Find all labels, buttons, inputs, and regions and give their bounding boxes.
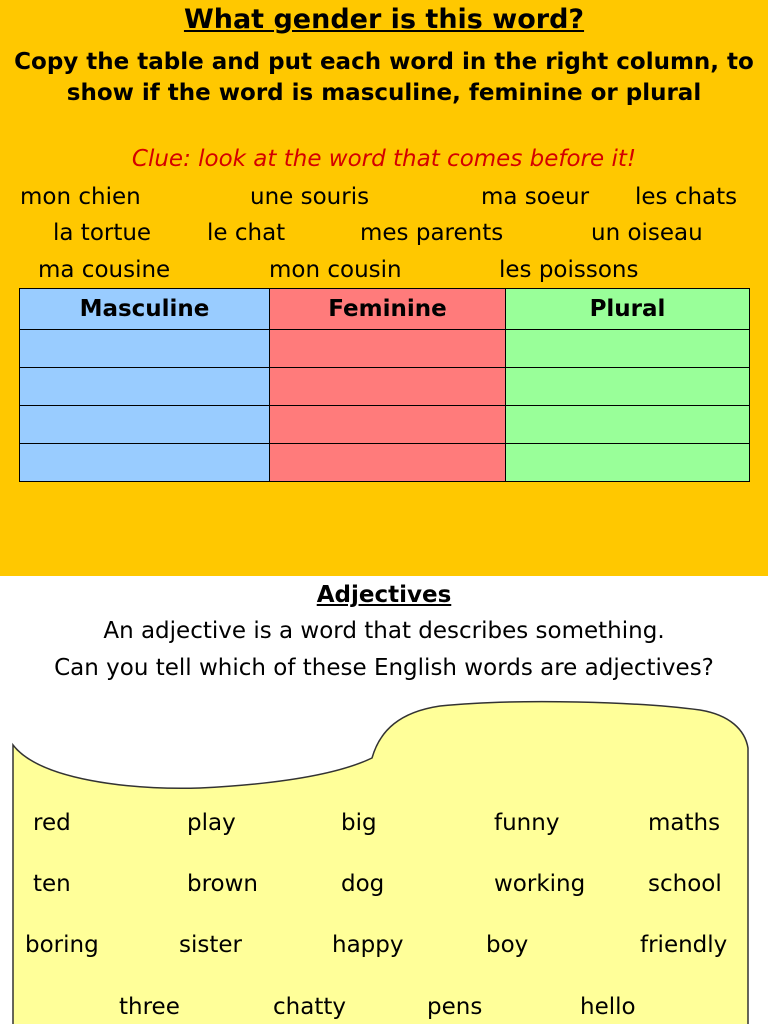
adjective-question: Can you tell which of these English words are adjectives? xyxy=(54,655,714,681)
adjective-word: ten xyxy=(33,871,71,897)
scroll-shape xyxy=(0,700,768,1024)
word-bank-item: ma cousine xyxy=(38,257,171,283)
word-bank-item: mon cousin xyxy=(269,257,402,283)
word-bank-item: une souris xyxy=(250,184,370,210)
masculine-cell xyxy=(20,368,270,406)
table-row xyxy=(20,406,750,444)
adjective-word: chatty xyxy=(273,994,346,1020)
feminine-cell xyxy=(270,444,506,482)
adjective-word: dog xyxy=(341,871,385,897)
header-masculine: Masculine xyxy=(20,289,270,330)
table-row xyxy=(20,368,750,406)
word-bank-item: le chat xyxy=(207,220,286,246)
plural-cell xyxy=(506,406,750,444)
word-bank-item: la tortue xyxy=(53,220,152,246)
adjective-word: red xyxy=(33,810,71,836)
adjective-word: three xyxy=(119,994,180,1020)
adjectives-title: Adjectives xyxy=(316,582,452,608)
clue-text: Clue: look at the word that comes before it! xyxy=(131,146,637,172)
page-title: What gender is this word? xyxy=(183,4,585,35)
table-header-row xyxy=(20,289,750,330)
adjective-word: sister xyxy=(179,932,242,958)
scroll-shape-fill xyxy=(13,702,748,1024)
masculine-cell xyxy=(20,330,270,368)
word-bank-item: ma soeur xyxy=(481,184,590,210)
adjective-definition: An adjective is a word that describes something. xyxy=(103,618,665,644)
masculine-cell xyxy=(20,406,270,444)
word-bank-item: les poissons xyxy=(499,257,639,283)
adjective-word: big xyxy=(341,810,377,836)
table-row xyxy=(20,444,750,482)
adjective-word: boring xyxy=(25,932,99,958)
table-row xyxy=(20,330,750,368)
word-bank-item: mon chien xyxy=(20,184,141,210)
word-bank-item: mes parents xyxy=(360,220,504,246)
adjective-word: happy xyxy=(332,932,404,958)
header-plural: Plural xyxy=(506,289,750,330)
feminine-cell xyxy=(270,406,506,444)
masculine-cell xyxy=(20,444,270,482)
adjective-word: pens xyxy=(427,994,483,1020)
adjective-word: working xyxy=(494,871,586,897)
instructions: Copy the table and put each word in the right column, to show if the word is masculine, feminine or plural xyxy=(14,49,754,106)
adjective-word: school xyxy=(648,871,722,897)
adjective-word: funny xyxy=(494,810,560,836)
feminine-cell xyxy=(270,330,506,368)
plural-cell xyxy=(506,368,750,406)
adjective-word: brown xyxy=(187,871,259,897)
feminine-cell xyxy=(270,368,506,406)
word-bank-item: les chats xyxy=(635,184,738,210)
adjective-word: maths xyxy=(648,810,721,836)
plural-cell xyxy=(506,444,750,482)
adjective-word: hello xyxy=(580,994,636,1020)
plural-cell xyxy=(506,330,750,368)
adjective-word: boy xyxy=(486,932,529,958)
adjective-word: play xyxy=(187,810,236,836)
gender-table xyxy=(19,288,750,482)
header-feminine: Feminine xyxy=(270,289,506,330)
adjective-word: friendly xyxy=(640,932,728,958)
word-bank-item: un oiseau xyxy=(591,220,703,246)
